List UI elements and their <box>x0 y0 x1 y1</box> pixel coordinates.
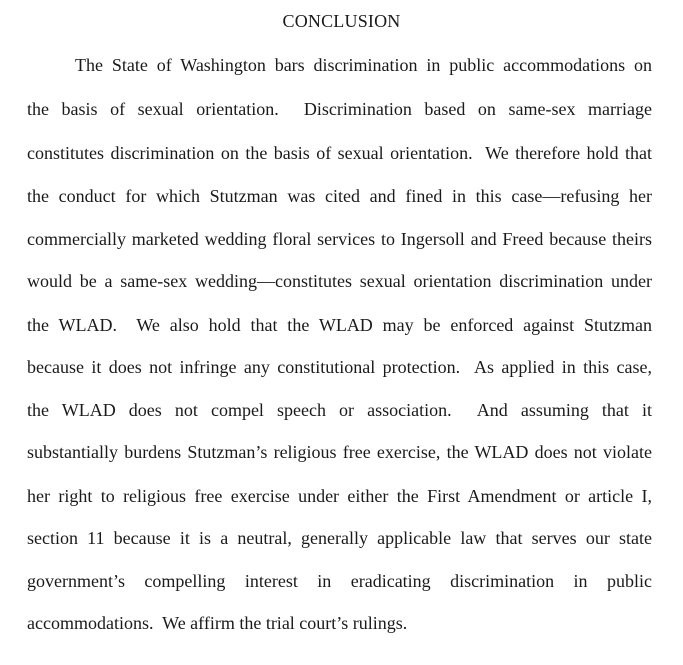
paragraph-line-9: the WLAD does not compel speech or association. And assuming that it <box>27 400 652 420</box>
section-heading: CONCLUSION <box>282 11 401 31</box>
paragraph-line-6: would be a same-sex wedding—constitutes sexual orientation discrimination under <box>27 271 652 291</box>
paragraph-line-4: the conduct for which Stutzman was cited and fined in this case—refusing her <box>27 186 652 206</box>
paragraph-line-2: the basis of sexual orientation. Discrimination based on same-sex marriage <box>27 99 652 119</box>
paragraph-line-5: commercially marketed wedding floral services to Ingersoll and Freed because theirs <box>27 229 652 249</box>
paragraph-line-1: The State of Washington bars discrimination in public accommodations on <box>75 55 652 75</box>
paragraph-line-3: constitutes discrimination on the basis of sexual orientation. We therefore hold that <box>27 143 652 163</box>
paragraph-line-10: substantially burdens Stutzman’s religious free exercise, the WLAD does not violate <box>27 442 652 462</box>
paragraph-line-7: the WLAD. We also hold that the WLAD may be enforced against Stutzman <box>27 315 652 335</box>
paragraph-line-13: government’s compelling interest in eradicating discrimination in public <box>27 571 652 591</box>
paragraph-line-8: because it does not infringe any constitutional protection. As applied in this case, <box>27 357 652 377</box>
paragraph-line-12: section 11 because it is a neutral, generally applicable law that serves our state <box>27 528 652 548</box>
paragraph-line-14: accommodations. We affirm the trial court’s rulings. <box>27 613 408 633</box>
paragraph-line-11: her right to religious free exercise under either the First Amendment or article I, <box>27 486 652 506</box>
